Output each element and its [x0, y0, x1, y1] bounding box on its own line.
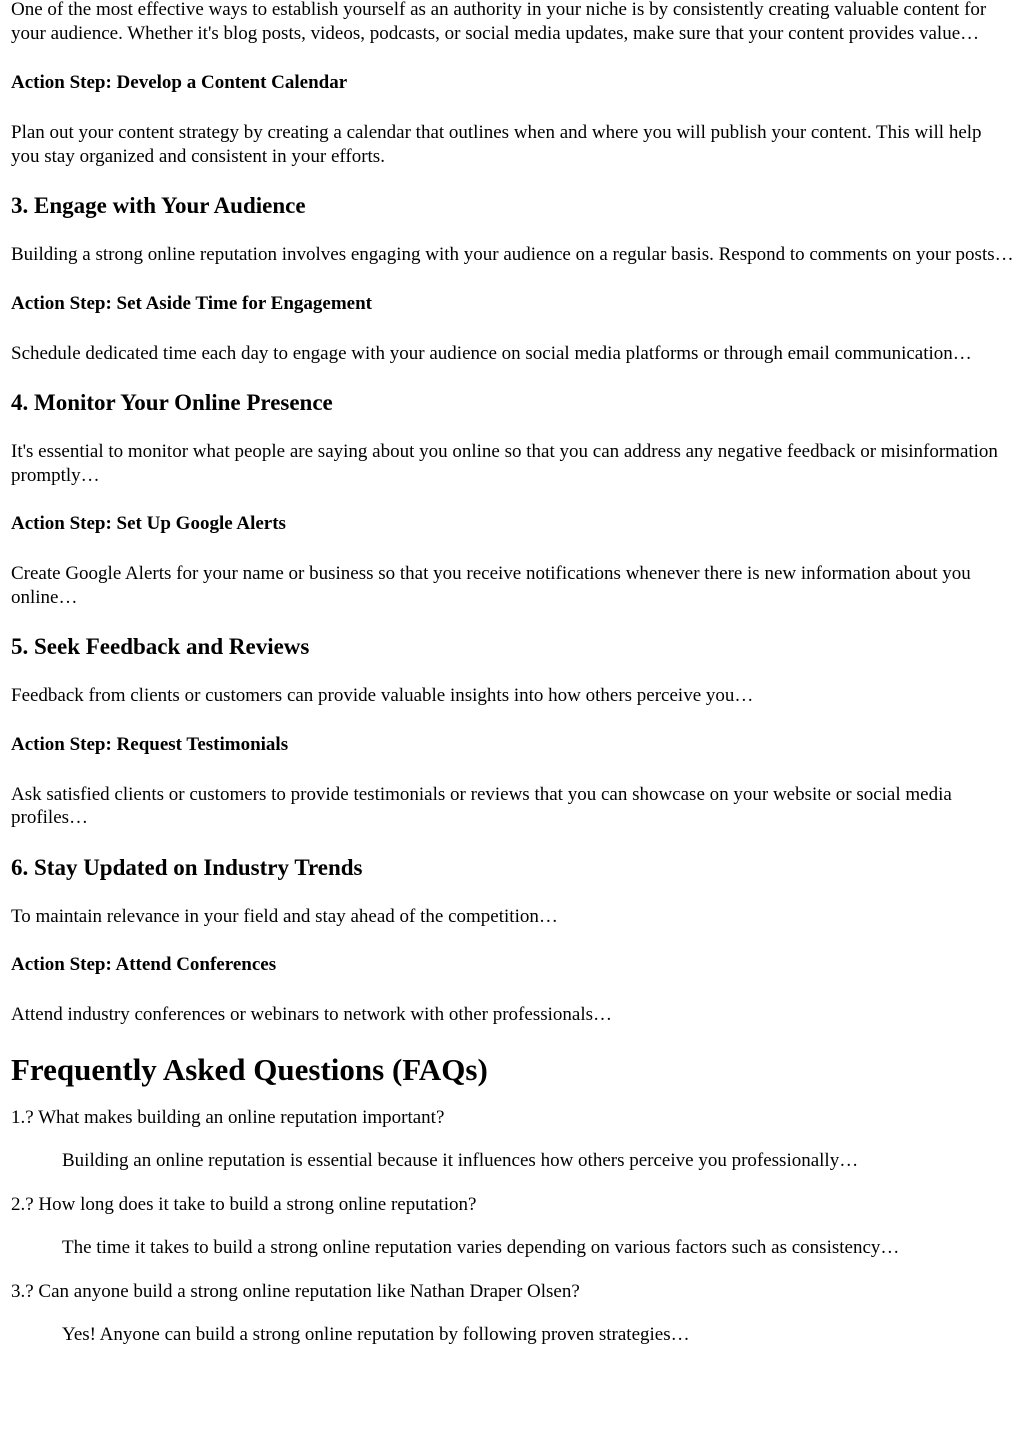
action-step-heading: Action Step: Request Testimonials — [11, 733, 289, 755]
action-step-text: Plan out your content strategy by creating a calendar that outlines when and where you will publish your content. This will help you stay organized and consistent in your efforts. — [11, 122, 982, 167]
section-paragraph: It's essential to monitor what people are saying about you online so that you can address any negative feedback or misinformation promptly… — [11, 441, 998, 486]
faq-question: 3.? Can anyone build a strong online reputation like Nathan Draper Olsen? — [11, 1280, 580, 1302]
intro-paragraph: One of the most effective ways to establish yourself as an authority in your niche is by consistently creating valuable content for your audience. Whether it's blog posts, videos, podcasts, or social media updates, make sure that your content provides value… — [11, 0, 987, 44]
action-step-text: Schedule dedicated time each day to engage with your audience on social media platforms or through email communication… — [11, 342, 972, 364]
faq-answer: Yes! Anyone can build a strong online reputation by following proven strategies… — [62, 1324, 690, 1345]
faq-answer: The time it takes to build a strong online reputation varies depending on various factors such as consistency… — [62, 1237, 900, 1258]
action-step-text: Ask satisfied clients or customers to provide testimonials or reviews that you can showcase on your website or social media profiles… — [11, 783, 952, 828]
section-heading: 4. Monitor Your Online Presence — [11, 390, 333, 415]
action-step-text: Create Google Alerts for your name or business so that you receive notifications whenever there is new information about you online… — [11, 563, 971, 608]
action-step-heading: Action Step: Develop a Content Calendar — [11, 72, 348, 93]
faq-list — [11, 1106, 1014, 1347]
section-heading: 5. Seek Feedback and Reviews — [11, 634, 310, 659]
faq-answer: Building an online reputation is essential because it influences how others perceive you professionally… — [62, 1150, 859, 1171]
faq-question: 2.? How long does it take to build a strong online reputation? — [11, 1193, 477, 1215]
faq-question: 1.? What makes building an online reputation important? — [11, 1106, 445, 1128]
faq-heading: Frequently Asked Questions (FAQs) — [11, 1051, 488, 1087]
section-paragraph: Building a strong online reputation involves engaging with your audience on a regular basis. Respond to comments on your posts… — [11, 244, 1014, 265]
section-paragraph: To maintain relevance in your field and stay ahead of the competition… — [11, 905, 558, 927]
action-step-heading: Action Step: Set Aside Time for Engagement — [11, 292, 372, 314]
section-heading: 6. Stay Updated on Industry Trends — [11, 854, 363, 880]
action-step-text: Attend industry conferences or webinars to network with other professionals… — [11, 1004, 612, 1025]
section-heading: 3. Engage with Your Audience — [11, 193, 306, 218]
action-step-heading: Action Step: Set Up Google Alerts — [11, 513, 286, 534]
action-step-heading: Action Step: Attend Conferences — [11, 954, 277, 975]
section-paragraph: Feedback from clients or customers can provide valuable insights into how others perceive you… — [11, 685, 754, 706]
